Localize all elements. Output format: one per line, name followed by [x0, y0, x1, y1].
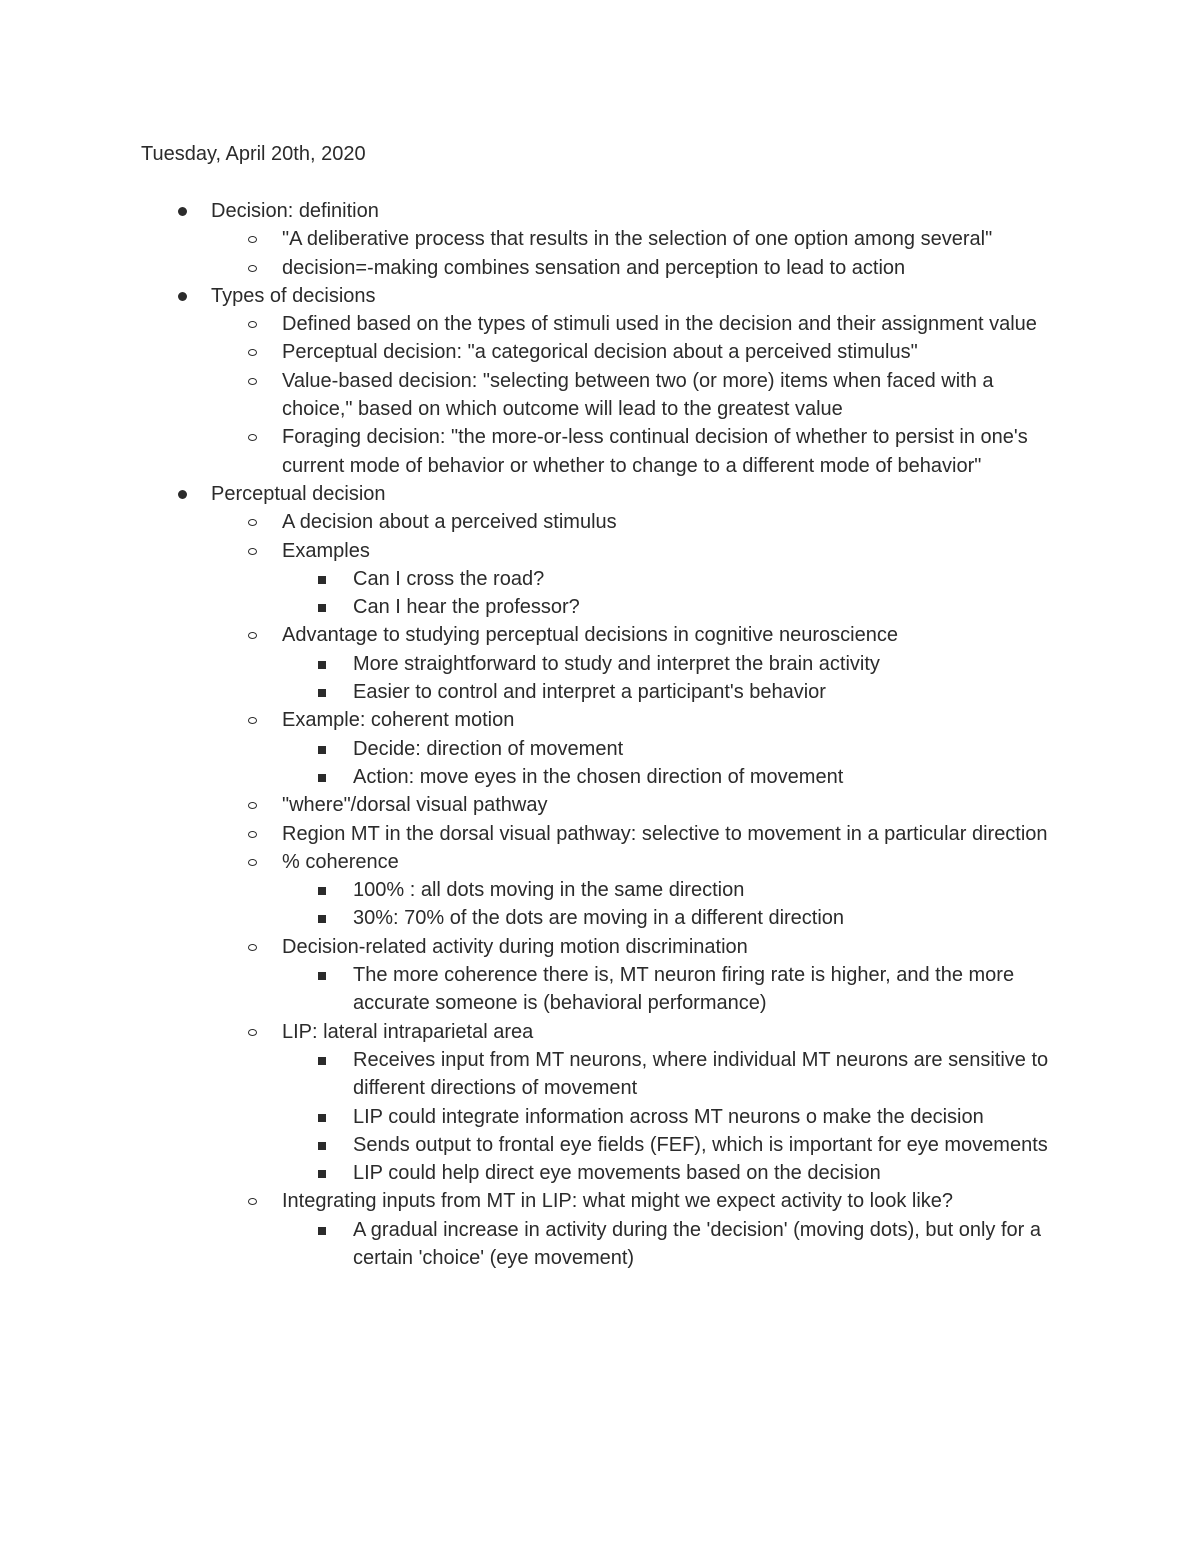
sub-sub-item-text: Sends output to frontal eye fields (FEF), which is important for eye movements: [353, 1133, 1048, 1156]
sub-item: [0, 1018, 1200, 1046]
sub-sub-item-text: The more coherence there is, MT neuron firing rate is higher, and the more accurate someone is (behavioral performance): [353, 964, 1015, 1015]
sub-item-text: Value-based decision: "selecting between two (or more) items when faced with a choice," based on which outcome will lead to the greatest value: [282, 369, 994, 421]
sub-sub-item: [0, 565, 1200, 593]
circle-bullet-icon: [248, 548, 257, 555]
sub-item-text: Integrating inputs from MT in LIP: what might we expect activity to look like?: [282, 1190, 954, 1213]
sub-item: [0, 848, 1200, 876]
sub-sub-item-text: A gradual increase in activity during the 'decision' (moving dots), but only for a certain 'choice' (eye movement): [353, 1218, 1041, 1269]
sub-sub-item-text: 30%: 70% of the dots are moving in a different direction: [353, 907, 845, 930]
square-bullet-icon: [318, 576, 326, 584]
sub-sub-item: [0, 678, 1200, 706]
circle-bullet-icon: [248, 321, 257, 328]
square-bullet-icon: [318, 1114, 326, 1122]
sub-sub-item: [0, 593, 1200, 621]
square-bullet-icon: [318, 746, 326, 754]
sub-item-text: LIP: lateral intraparietal area: [282, 1020, 534, 1043]
circle-bullet-icon: [248, 944, 257, 951]
sub-item: [0, 338, 1200, 366]
circle-bullet-icon: [248, 378, 257, 385]
square-bullet-icon: [318, 604, 326, 612]
sub-sub-item-text: Receives input from MT neurons, where individual MT neurons are sensitive to different directions of movement: [353, 1048, 1049, 1100]
sub-sub-item: [0, 1131, 1200, 1159]
sub-item: [0, 367, 1200, 424]
sub-item-text: "A deliberative process that results in the selection of one option among several": [282, 228, 993, 251]
sub-item-text: A decision about a perceived stimulus: [282, 511, 617, 534]
sub-sub-item-text: Can I cross the road?: [353, 567, 545, 590]
outline-item: [0, 197, 1200, 225]
circle-bullet-icon: [248, 236, 257, 243]
sub-item-text: % coherence: [282, 850, 399, 873]
square-bullet-icon: [318, 1057, 326, 1065]
sub-item: [0, 310, 1200, 338]
sub-sub-item: [0, 1159, 1200, 1187]
sub-item-text: Defined based on the types of stimuli used in the decision and their assignment value: [282, 313, 1037, 336]
sub-item: [0, 820, 1200, 848]
sub-sub-item: [0, 876, 1200, 904]
circle-bullet-icon: [248, 831, 257, 838]
sub-sub-item-text: LIP could integrate information across MT neurons o make the decision: [353, 1105, 984, 1128]
sub-item: [0, 423, 1200, 480]
square-bullet-icon: [318, 1142, 326, 1150]
sub-sub-item: [0, 650, 1200, 678]
sub-item: [0, 933, 1200, 961]
sub-item-text: Examples: [282, 539, 370, 562]
sub-sub-item: [0, 904, 1200, 932]
outline-item-text: Types of decisions: [211, 284, 376, 307]
circle-bullet-icon: [248, 434, 257, 441]
circle-bullet-icon: [248, 802, 257, 809]
sub-item: [0, 508, 1200, 536]
sub-item: [0, 1187, 1200, 1215]
square-bullet-icon: [318, 972, 326, 980]
circle-bullet-icon: [248, 859, 257, 866]
sub-sub-item: [0, 961, 1200, 1018]
square-bullet-icon: [318, 887, 326, 895]
sub-sub-item-text: LIP could help direct eye movements based on the decision: [353, 1162, 881, 1185]
sub-item: [0, 621, 1200, 649]
square-bullet-icon: [318, 661, 326, 669]
circle-bullet-icon: [248, 265, 257, 272]
outline-item-text: Decision: definition: [211, 200, 379, 222]
circle-bullet-icon: [248, 1198, 257, 1205]
sub-sub-item: [0, 735, 1200, 763]
sub-item-text: Region MT in the dorsal visual pathway: selective to movement in a particular direction: [282, 822, 1048, 845]
sub-item-text: Advantage to studying perceptual decisions in cognitive neuroscience: [282, 624, 898, 647]
square-bullet-icon: [318, 1170, 326, 1178]
sub-sub-item-text: Can I hear the professor?: [353, 596, 580, 619]
square-bullet-icon: [318, 774, 326, 782]
sub-sub-item: [0, 763, 1200, 791]
square-bullet-icon: [318, 689, 326, 697]
outline-item-text: Perceptual decision: [211, 482, 386, 505]
sub-sub-item: [0, 1216, 1200, 1273]
disc-bullet-icon: [178, 207, 187, 216]
sub-sub-item: [0, 1046, 1200, 1103]
document-date: Tuesday, April 20th, 2020: [141, 143, 366, 165]
sub-item-text: Perceptual decision: "a categorical decision about a perceived stimulus": [282, 341, 918, 364]
sub-item-text: Decision-related activity during motion discrimination: [282, 935, 748, 958]
outline-item: [0, 480, 1200, 508]
sub-item: [0, 254, 1200, 282]
sub-item-text: "where"/dorsal visual pathway: [282, 794, 548, 817]
sub-item-text: Foraging decision: "the more-or-less continual decision of whether to persist in one's current mode of behavior or whether to change to a different mode of behavior": [282, 426, 1028, 477]
outline-list: [0, 197, 1200, 1272]
circle-bullet-icon: [248, 519, 257, 526]
square-bullet-icon: [318, 915, 326, 923]
outline-item: [0, 282, 1200, 310]
circle-bullet-icon: [248, 632, 257, 639]
circle-bullet-icon: [248, 349, 257, 356]
disc-bullet-icon: [178, 292, 187, 301]
sub-sub-item-text: Decide: direction of movement: [353, 737, 624, 760]
sub-sub-item-text: More straightforward to study and interpret the brain activity: [353, 652, 880, 675]
sub-sub-item-text: 100% : all dots moving in the same direction: [353, 879, 745, 902]
sub-item: [0, 791, 1200, 819]
sub-item: [0, 537, 1200, 565]
sub-sub-item-text: Easier to control and interpret a participant's behavior: [353, 681, 826, 704]
circle-bullet-icon: [248, 717, 257, 724]
sub-item: [0, 706, 1200, 734]
sub-sub-item-text: Action: move eyes in the chosen direction of movement: [353, 765, 844, 788]
circle-bullet-icon: [248, 1029, 257, 1036]
sub-item-text: decision=-making combines sensation and perception to lead to action: [282, 256, 906, 279]
sub-sub-item: [0, 1103, 1200, 1131]
square-bullet-icon: [318, 1227, 326, 1235]
disc-bullet-icon: [178, 490, 187, 499]
sub-item: [0, 225, 1200, 253]
sub-item-text: Example: coherent motion: [282, 709, 515, 732]
